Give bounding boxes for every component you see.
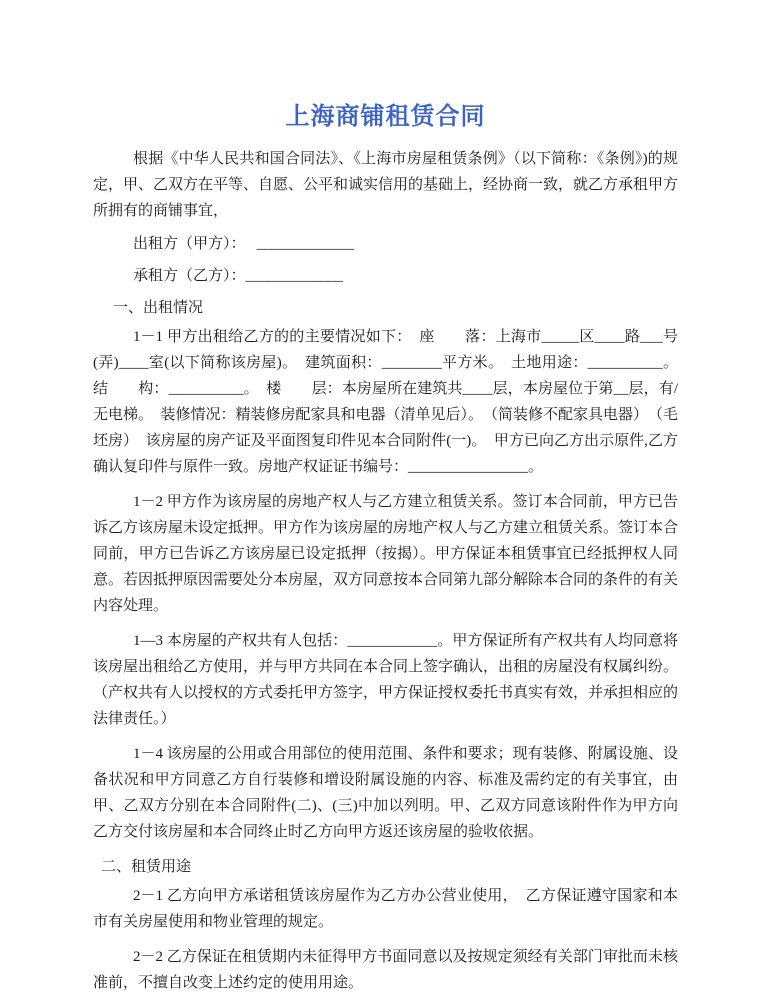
section-2-heading: 二、租赁用途 — [101, 859, 192, 875]
lessee-line: 承租方（乙方）：_____________ — [133, 268, 344, 284]
clause-1-1: 1－1 甲方出租给乙方的的主要情况如下： 座 落：上海市_____区____路___号(弄)____室(以下简称该房屋)。 建筑面积：________平方米。 土地用途：__________。结 构：__________。 楼 层：本房屋所在建筑共____层，本房屋位于第__层，有/无电梯。 装修情况：精装修房配家具和电器（清单见后）。 （简装修不配家具电器） （毛坯房） 该房屋的房产证及平面图复印件见本合同附件(一)。 甲方已向乙方出示原件,乙方确认复印件与原件一致。房地产权证证书编号：________________。 — [93, 329, 679, 475]
doc-title: 上海商铺租赁合同 — [285, 104, 486, 130]
intro-paragraph: 根据《中华人民共和国合同法》、《上海市房屋租赁条例》（以下简称：《条例》)的规定，甲、乙双方在平等、自愿、公平和诚实信用的基础上，经协商一致，就乙方承租甲方所拥有的商铺事宜， — [93, 151, 679, 219]
clause-1-2: 1－2 甲方作为该房屋的房地产权人与乙方建立租赁关系。签订本合同前，甲方已告诉乙方该房屋未设定抵押。甲方作为该房屋的房地产权人与乙方建立租赁关系。签订本合同前，甲方已告诉乙方该房屋已设定抵押（按揭）。甲方保证本租赁事宜已经抵押权人同意。若因抵押原因需要处分本房屋，双方同意按本合同第九部分解除本合同的条件的有关内容处理。 — [93, 494, 679, 614]
section-1-heading: 一、出租情况 — [113, 300, 204, 316]
clause-2-2: 2－2 乙方保证在租赁期内未征得甲方书面同意以及按规定须经有关部门审批而未核准前，不擅自改变上述约定的使用用途。 — [93, 949, 678, 991]
clause-1-4: 1－4 该房屋的公用或合用部位的使用范围、条件和要求；现有装修、附属设施、设备状况和甲方同意乙方自行装修和增设附属设施的内容、标准及需约定的有关事宜，由甲、乙双方分别在本合同附件(二)、(三)中加以列明。甲、乙双方同意该附件作为甲方向乙方交付该房屋和本合同终止时乙方向甲方返还该房屋的验收依据。 — [93, 746, 678, 840]
clause-2-1: 2－1 乙方向甲方承诺租赁该房屋作为乙方办公营业使用， 乙方保证遵守国家和本市有关房屋使用和物业管理的规定。 — [93, 888, 678, 930]
lessor-line: 出租方（甲方）： _____________ — [133, 236, 355, 252]
clause-1-3: 1—3 本房屋的产权共有人包括：____________。甲方保证所有产权共有人均同意将该房屋出租给乙方使用，并与甲方共同在本合同上签字确认，出租的房屋没有权属纠纷。（产权共有人以授权的方式委托甲方签字，甲方保证授权委托书真实有效，并承担相应的法律责任。） — [93, 633, 679, 727]
